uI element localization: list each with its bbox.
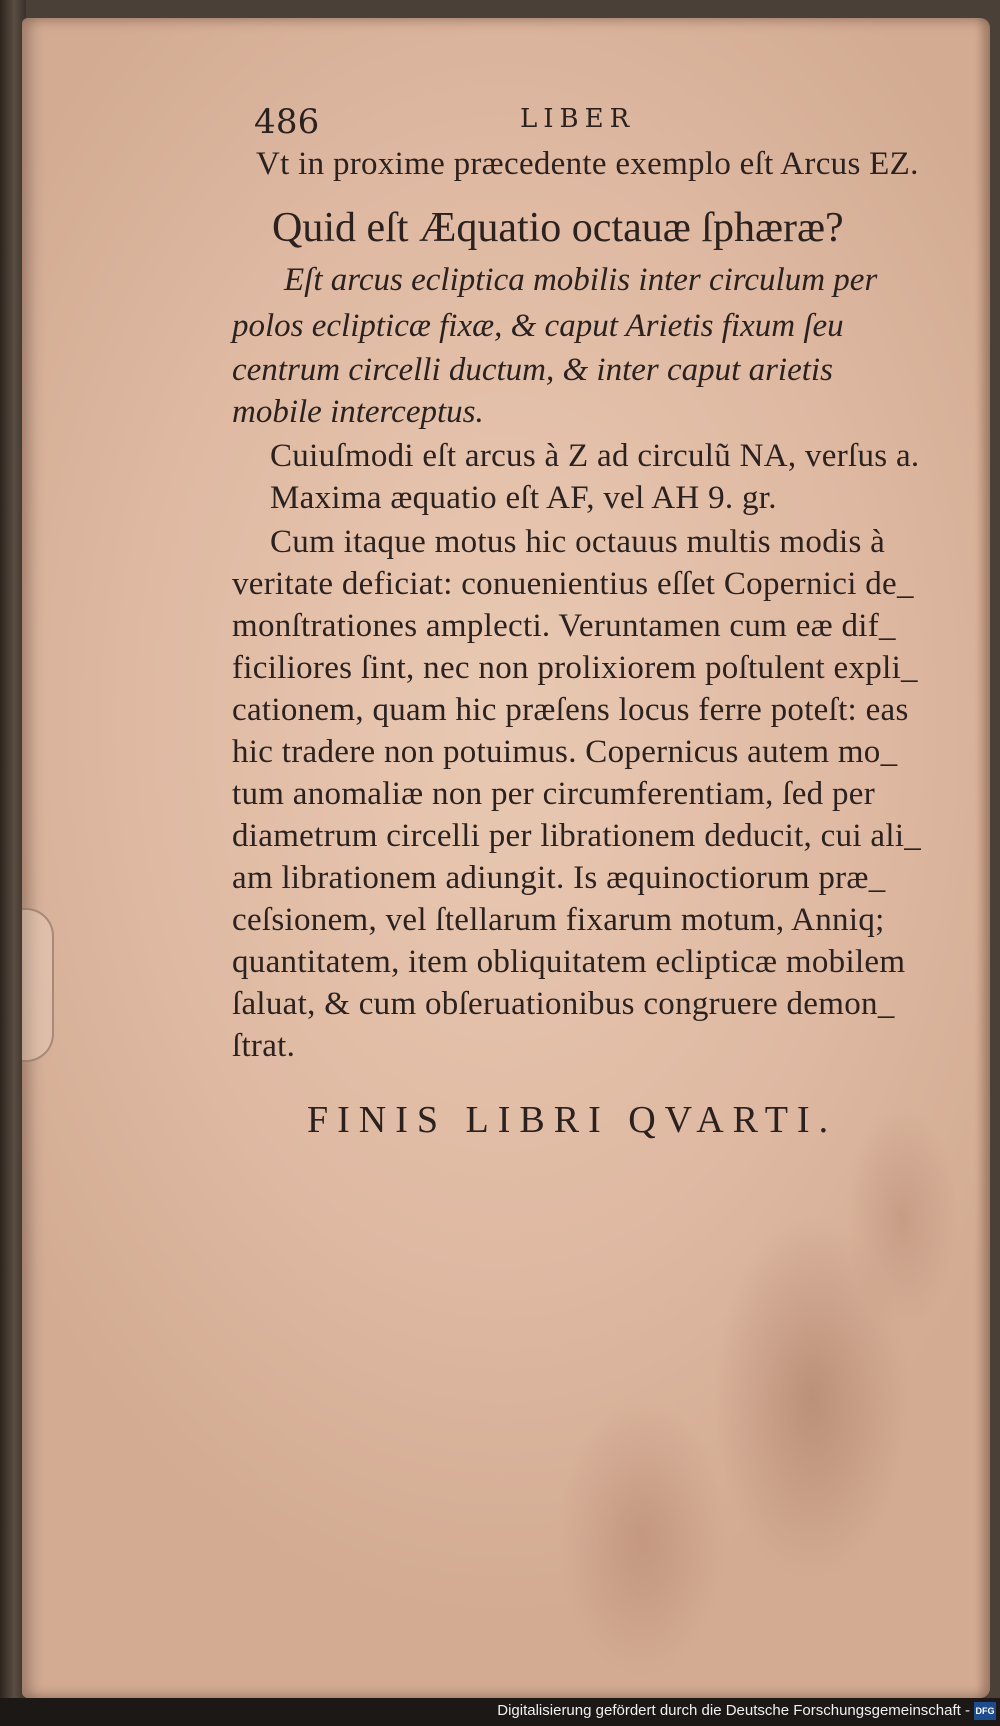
italic-line-4: mobile interceptus. <box>232 394 484 430</box>
text-line-1: Vt in proxime præcedente exemplo eſt Arcus EZ. <box>256 146 919 182</box>
text-line-18: ceſsionem, vel ſtellarum fixarum motum, Anniq; <box>232 902 885 938</box>
page-number: 486 <box>254 102 320 142</box>
page-tab-mark <box>22 908 54 1062</box>
text-line-16: diametrum circelli per librationem deducit, cui ali_ <box>232 818 922 854</box>
text-line-19: quantitatem, item obliquitatem eclipticæ mobilem <box>232 944 906 980</box>
text-line-17: am librationem adiungit. Is æquinoctiorum præ_ <box>232 860 886 896</box>
dfg-logo-icon: DFG <box>974 1702 996 1720</box>
text-line-13: cationem, quam hic præſens locus ferre poteſt: eas <box>232 692 909 728</box>
text-line-8: Maxima æquatio eſt AF, vel AH 9. gr. <box>270 480 777 516</box>
text-line-21: ſtrat. <box>232 1028 296 1064</box>
running-head: LIBER <box>520 104 636 134</box>
text-line-10: veritate deficiat: conuenientius eſſet Copernici de_ <box>232 566 914 602</box>
text-line-14: hic tradere non potuimus. Copernicus autem mo_ <box>232 734 898 770</box>
digitization-footer <box>0 1698 1000 1726</box>
question-heading: Quid eſt Æquatio octauæ ſphæræ? <box>272 205 844 251</box>
book-page <box>22 18 990 1698</box>
italic-line-2: polos eclipticæ fixæ, & caput Arietis fixum ſeu <box>232 308 844 344</box>
page-edge-shadow <box>976 18 990 1698</box>
text-line-11: monſtrationes amplecti. Veruntamen cum eæ dif_ <box>232 608 896 644</box>
text-line-9: Cum itaque motus hic octauus multis modis à <box>270 524 886 560</box>
text-line-15: tum anomaliæ non per circumferentiam, ſed per <box>232 776 876 812</box>
text-line-20: ſaluat, & cum obſeruationibus congruere demon_ <box>232 986 895 1022</box>
text-line-12: ficiliores ſint, nec non prolixiorem poſtulent expli_ <box>232 650 918 686</box>
italic-line-1: Eſt arcus ecliptica mobilis inter circulum per <box>284 262 878 298</box>
closing-line: FINIS LIBRI QVARTI. <box>307 1099 838 1141</box>
footer-credit: Digitalisierung gefördert durch die Deutsche Forschungsgemeinschaft - <box>497 1702 970 1719</box>
italic-line-3: centrum circelli ductum, & inter caput arietis <box>232 352 833 388</box>
text-line-7: Cuiuſmodi eſt arcus à Z ad circulũ NA, verſus a. <box>270 438 920 474</box>
